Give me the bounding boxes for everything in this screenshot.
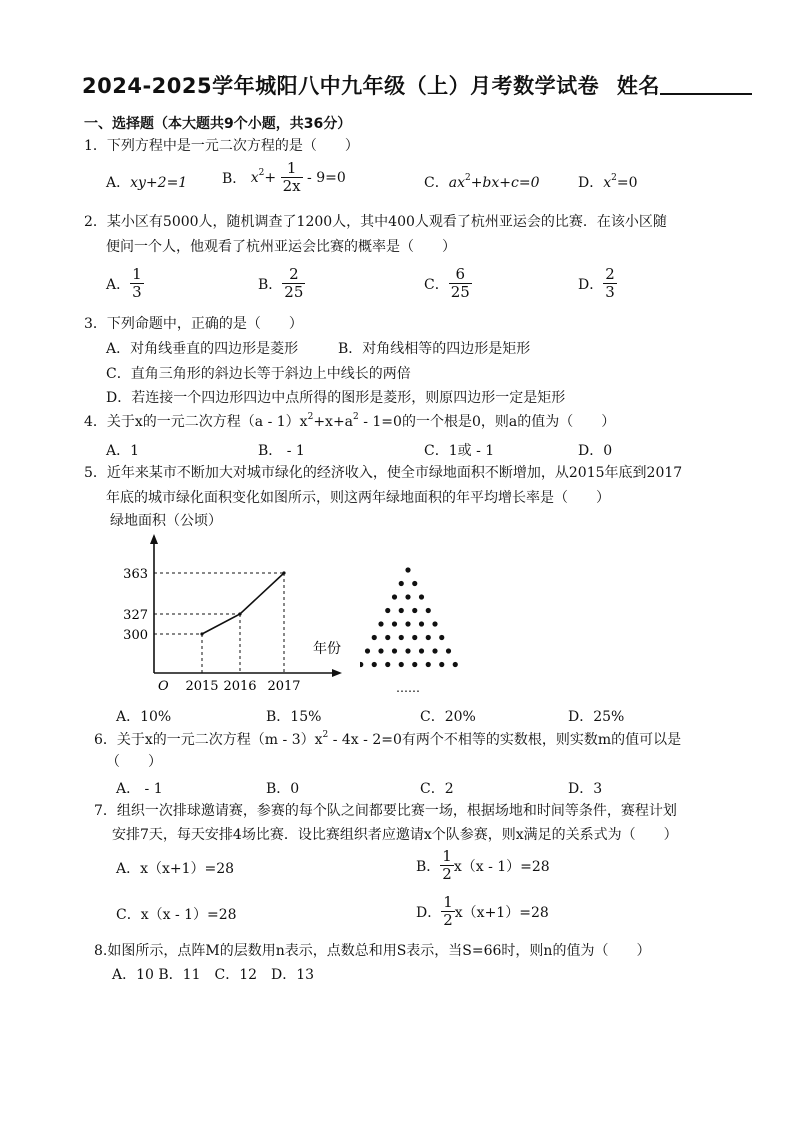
question-2-line2: 便问一个人，他观看了杭州亚运会比赛的概率是（ ） <box>106 239 456 255</box>
lattice-dot <box>446 648 451 653</box>
lattice-dot <box>412 662 417 667</box>
q4-option-c: C．1或 - 1 <box>424 443 495 459</box>
lattice-ellipsis: …… <box>396 681 420 695</box>
q4-option-b: B． - 1 <box>258 443 305 459</box>
question-8-stem: 8.如图所示，点阵M的层数用n表示，点数总和用S表示，当S=66时，则n的值为（ ） <box>94 943 651 959</box>
q7-option-c: C．x（x - 1）=28 <box>116 907 237 923</box>
lattice-dot <box>392 648 397 653</box>
x-tick-2017: 2017 <box>267 679 301 694</box>
lattice-dot <box>453 662 458 667</box>
y-tick-363: 363 <box>123 567 148 582</box>
lattice-dot <box>426 662 431 667</box>
q2-option-b: B． $\frac{2}{25}$ <box>258 265 304 301</box>
lattice-dot <box>392 621 397 626</box>
lattice-dot <box>399 581 404 586</box>
question-3-stem: 3．下列命题中，正确的是（ ） <box>84 316 303 332</box>
name-blank <box>660 75 752 95</box>
question-1-stem: 1．下列方程中是一元二次方程的是（ ） <box>84 138 359 154</box>
question-7-line1: 7．组织一次排球邀请赛，参赛的每个队之间都要比赛一场，根据场地和时间等条件，赛程计划 <box>94 803 677 819</box>
q3-option-a: A．对角线垂直的四边形是菱形 <box>106 341 299 357</box>
lattice-dot <box>405 594 410 599</box>
section-heading: 一、选择题（本大题共9个小题，共36分） <box>84 116 352 132</box>
q5-option-d: D．25% <box>568 709 625 725</box>
green-area-line-chart <box>100 528 360 698</box>
x-tick-2015: 2015 <box>185 679 219 694</box>
y-tick-327: 327 <box>123 608 148 623</box>
lattice-dot <box>392 594 397 599</box>
q3-option-b: B．对角线相等的四边形是矩形 <box>338 341 531 357</box>
lattice-dot <box>432 648 437 653</box>
q1-b-fraction: $\frac{1}{2x}$ <box>282 159 301 195</box>
lattice-dot <box>385 662 390 667</box>
series-line <box>202 573 284 634</box>
q8-options: A．10 B．11 C．12 D．13 <box>112 967 315 983</box>
q2-option-d: D． $\frac{2}{3}$ <box>578 265 615 301</box>
lattice-dot <box>385 635 390 640</box>
q5-option-c: C．20% <box>420 709 476 725</box>
q7-option-b: B． $\frac{1}{2}$ x（x - 1）=28 <box>416 847 550 883</box>
q4-option-d: D．0 <box>578 443 613 459</box>
chart-ylabel: 绿地面积（公顷） <box>110 513 222 529</box>
lattice-dot <box>412 608 417 613</box>
question-5-line2: 年底的城市绿化面积变化如图所示，则这两年绿地面积的年平均增长率是（ ） <box>106 490 610 506</box>
page-title <box>82 70 752 100</box>
q6-option-d: D．3 <box>568 781 603 797</box>
x-axis-label: 年份 <box>313 641 341 657</box>
lattice-dot <box>432 621 437 626</box>
q4-option-a: A．1 <box>106 443 140 459</box>
lattice-dot <box>439 635 444 640</box>
lattice-dot <box>399 608 404 613</box>
q6-option-a: A． - 1 <box>116 781 163 797</box>
q5-option-a: A．10% <box>116 709 172 725</box>
q1-option-d: D．$x^2=0$ <box>578 173 638 191</box>
lattice-dot <box>412 635 417 640</box>
x-axis-arrow <box>332 669 342 677</box>
q2-option-a: A． $\frac{1}{3}$ <box>106 265 142 301</box>
q1-option-b: B． $x^2+$ $\frac{1}{2x}$ - 9=0 <box>222 159 346 195</box>
data-point-2015 <box>200 632 203 635</box>
lattice-dot <box>439 662 444 667</box>
lattice-dot <box>426 608 431 613</box>
lattice-dot <box>419 594 424 599</box>
lattice-dot <box>365 648 370 653</box>
question-2-line1: 2．某小区有5000人，随机调查了1200人，其中400人观看了杭州亚运会的比赛．在该小区随 <box>84 214 667 230</box>
lattice-dot <box>405 621 410 626</box>
lattice-dot <box>419 621 424 626</box>
lattice-dot <box>412 581 417 586</box>
q3-option-c: C．直角三角形的斜边长等于斜边上中线长的两倍 <box>106 366 411 382</box>
lattice-dot <box>405 567 410 572</box>
lattice-dot <box>399 662 404 667</box>
lattice-dot <box>399 635 404 640</box>
q5-option-b: B．15% <box>266 709 322 725</box>
q6-option-b: B．0 <box>266 781 300 797</box>
lattice-dot <box>360 662 363 667</box>
question-6-paren: （ ） <box>106 754 162 770</box>
data-point-2017 <box>282 571 285 574</box>
name-label: 姓名 <box>616 74 660 98</box>
lattice-dot <box>426 635 431 640</box>
lattice-dot <box>405 648 410 653</box>
lattice-dot <box>378 621 383 626</box>
x-tick-2016: 2016 <box>223 679 257 694</box>
q1-option-c: C．$ax^2+bx+c=0$ <box>424 173 540 191</box>
lattice-dot <box>372 662 377 667</box>
question-7-line2: 安排7天，每天安排4场比赛．设比赛组织者应邀请x个队参赛，则x满足的关系式为（ ） <box>112 827 678 843</box>
q6-option-c: C．2 <box>420 781 454 797</box>
data-point-2016 <box>238 612 241 615</box>
lattice-dot <box>419 648 424 653</box>
question-6-stem: 6．关于x的一元二次方程$(m - 3)x^2 - 4x - 2=0$有两个不相等的实数根，则实数m的值可以是 <box>94 730 682 748</box>
y-axis-arrow <box>150 534 158 544</box>
exam-title: 2024-2025学年城阳八中九年级（上）月考数学试卷 <box>82 74 600 98</box>
origin-label: O <box>158 679 169 694</box>
q7-option-d: D． $\frac{1}{2}$ x（x+1）=28 <box>416 893 549 929</box>
lattice-dot <box>372 635 377 640</box>
lattice-dot <box>378 648 383 653</box>
dot-lattice-figure <box>360 560 480 700</box>
q3-option-d: D．若连接一个四边形四边中点所得的图形是菱形，则原四边形一定是矩形 <box>106 390 566 406</box>
q7-option-a: A．x（x+1）=28 <box>116 861 235 877</box>
y-tick-300: 300 <box>123 628 148 643</box>
q1-option-a: A．xy+2=1 <box>106 175 188 191</box>
q2-option-c: C． $\frac{6}{25}$ <box>424 265 470 301</box>
question-5-line1: 5．近年来某市不断加大对城市绿化的经济收入，使全市绿地面积不断增加，从2015年底到2017 <box>84 465 683 481</box>
lattice-dot <box>385 608 390 613</box>
question-4-stem: 4．关于x的一元二次方程$(a - 1)x^2+x+a^2 - 1=0$的一个根是0，则a的值为（ ） <box>84 412 616 430</box>
